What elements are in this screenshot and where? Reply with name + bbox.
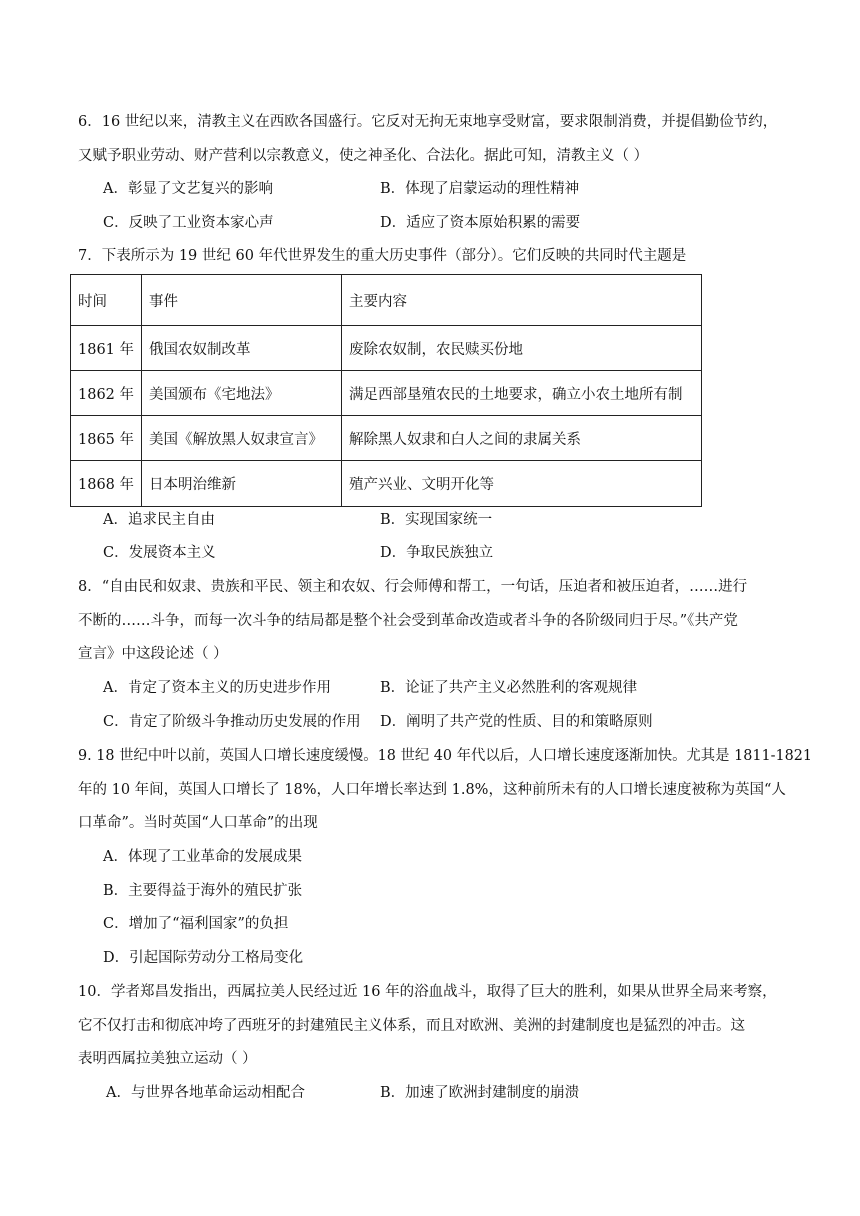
table-cell-time: 1861 年 [71,326,142,371]
q8-stem-line-2: 不断的……斗争，而每一次斗争的结局都是整个社会受到革命改造或者斗争的各阶级同归于尽。”《共产党 [78,613,738,629]
q6-stem-line-1: 6．16 世纪以来，清教主义在西欧各国盛行。它反对无拘无束地享受财富，要求限制消费，并提倡勤俭节约， [78,114,778,130]
q9-option-a: A．体现了工业革命的发展成果 [103,849,302,865]
q7-option-c: C．发展资本主义 [103,545,216,561]
table-cell-event: 美国《解放黑人奴隶宣言》 [142,416,342,461]
q9-stem-line-1: 9. 18 世纪中叶以前，英国人口增长速度缓慢。18 世纪 40 年代以后，人口增长速度逐渐加快。尤其是 1811-1821 [78,748,813,764]
table-cell-event: 日本明治维新 [142,461,342,507]
table-row [71,416,702,461]
q8-option-b: B．论证了共产主义必然胜利的客观规律 [380,680,638,696]
q7-option-d: D．争取民族独立 [380,545,494,561]
table-header-event: 事件 [142,275,342,326]
table-header-row [71,275,702,326]
table-cell-content: 解除黑人奴隶和白人之间的隶属关系 [342,416,702,461]
table-cell-time: 1865 年 [71,416,142,461]
table-cell-content: 殖产兴业、文明开化等 [342,461,702,507]
q6-stem-line-2: 又赋予职业劳动、财产营利以宗教意义，使之神圣化、合法化。据此可知，清教主义（ ） [78,148,649,164]
q9-stem-line-2: 年的 10 年间，英国人口增长了 18%，人口年增长率达到 1.8%，这种前所未有的人口增长速度被称为英国“人 [78,782,786,798]
q7-option-b: B．实现国家统一 [380,512,493,528]
q10-option-b: B．加速了欧洲封建制度的崩溃 [380,1085,580,1101]
events-table [70,274,702,507]
table-cell-time: 1862 年 [71,371,142,416]
q10-option-a: A．与世界各地革命运动相配合 [106,1085,305,1101]
q8-option-c: C．肯定了阶级斗争推动历史发展的作用 [103,714,361,730]
q10-stem-line-2: 它不仅打击和彻底冲垮了西班牙的封建殖民主义体系，而且对欧洲、美洲的封建制度也是猛烈的冲击。这 [78,1018,745,1034]
table-header-time: 时间 [71,275,142,326]
table-cell-time: 1868 年 [71,461,142,507]
q6-option-b: B．体现了启蒙运动的理性精神 [380,181,580,197]
table-header-content: 主要内容 [342,275,702,326]
table-cell-content: 满足西部垦殖农民的土地要求，确立小农土地所有制 [342,371,702,416]
q6-option-c: C．反映了工业资本家心声 [103,215,274,231]
q10-stem-line-1: 10．学者郑昌发指出，西属拉美人民经过近 16 年的浴血战斗，取得了巨大的胜利，如果从世界全局来考察， [78,984,777,1000]
q9-option-d: D．引起国际劳动分工格局变化 [103,950,304,966]
q9-option-c: C．增加了“福利国家”的负担 [103,916,289,932]
q8-option-a: A．肯定了资本主义的历史进步作用 [103,680,331,696]
q10-stem-line-3: 表明西属拉美独立运动（ ） [78,1051,257,1067]
table-cell-content: 废除农奴制，农民赎买份地 [342,326,702,371]
q9-option-b: B．主要得益于海外的殖民扩张 [103,883,303,899]
table-cell-event: 美国颁布《宅地法》 [142,371,342,416]
q7-stem: 7．下表所示为 19 世纪 60 年代世界发生的重大历史事件（部分）。它们反映的共同时代主题是 [78,248,687,264]
table-cell-event: 俄国农奴制改革 [142,326,342,371]
q8-stem-line-3: 宣言》中这段论述（ ） [78,646,228,662]
q8-stem-line-1: 8．“自由民和奴隶、贵族和平民、领主和农奴、行会师傅和帮工，一句话，压迫者和被压迫者，……进行 [78,579,748,595]
q7-option-a: A．追求民主自由 [103,512,215,528]
table-row [71,371,702,416]
q6-option-a: A．彰显了文艺复兴的影响 [103,181,273,197]
q9-stem-line-3: 口革命”。当时英国“人口革命”的出现 [78,815,318,831]
table-row [71,461,702,507]
q8-option-d: D．阐明了共产党的性质、目的和策略原则 [380,714,653,730]
q6-option-d: D．适应了资本原始积累的需要 [380,215,581,231]
table-row [71,326,702,371]
